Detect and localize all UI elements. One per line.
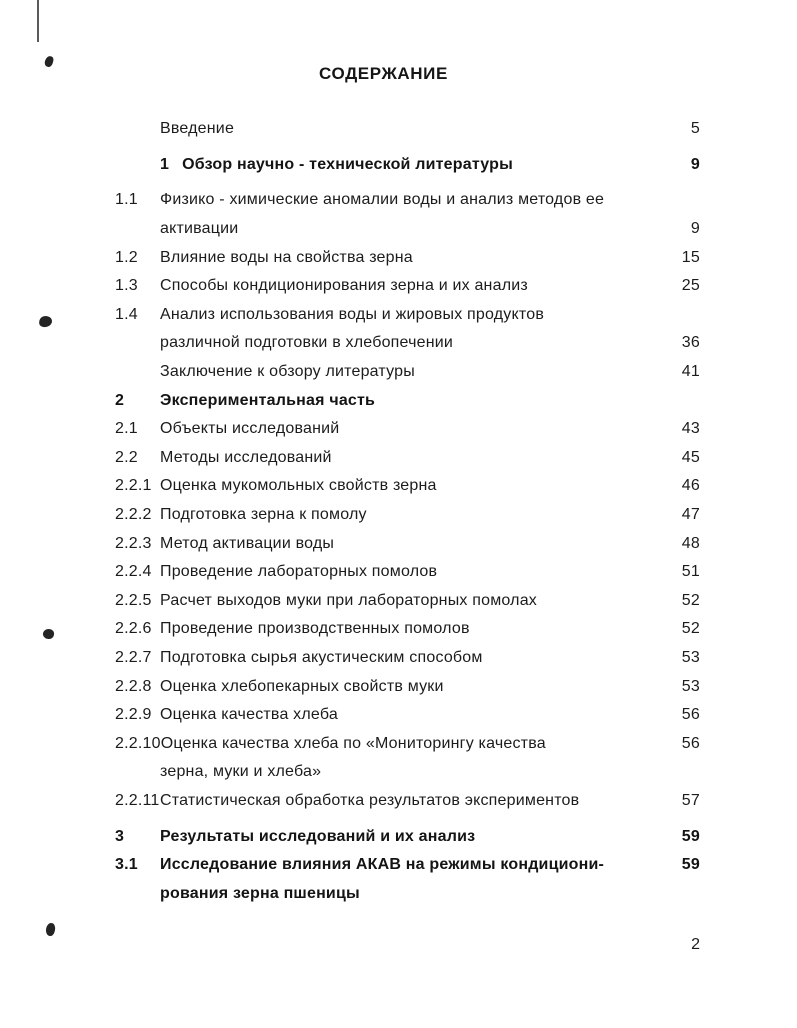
scan-artifact-ink-blob bbox=[42, 628, 54, 639]
toc-row bbox=[115, 386, 700, 415]
toc-row bbox=[115, 501, 700, 530]
toc-row-text: Влияние воды на свойства зерна bbox=[160, 248, 413, 266]
toc-row-text: Оценка мукомольных свойств зерна bbox=[160, 477, 437, 495]
toc-row-text: Проведение лабораторных помолов bbox=[160, 563, 438, 581]
toc-row-text: Способы кондиционирования зерна и их анализ bbox=[160, 277, 528, 295]
toc-row-page: 53 bbox=[681, 648, 700, 666]
toc-row bbox=[115, 672, 700, 701]
toc-row bbox=[115, 701, 700, 730]
toc-row bbox=[115, 787, 700, 816]
toc-row bbox=[115, 851, 700, 880]
toc-row-page: 25 bbox=[681, 277, 700, 295]
toc-row-text: Метод активации воды bbox=[160, 534, 335, 552]
toc-row bbox=[115, 644, 700, 673]
toc-row-page: 36 bbox=[681, 334, 700, 352]
toc-row-page: 9 bbox=[690, 155, 700, 173]
toc-row-num: 1.2 bbox=[115, 248, 138, 266]
toc-row-text: Оценка качества хлеба bbox=[160, 706, 338, 724]
toc-row-text: Обзор научно - технической литературы bbox=[182, 155, 513, 173]
toc-row bbox=[115, 822, 700, 851]
toc-row-text: Проведение производственных помолов bbox=[160, 620, 470, 638]
toc-row-page: 51 bbox=[681, 563, 700, 581]
toc-row-num: 1.4 bbox=[115, 305, 138, 323]
toc-row-text: Объекты исследований bbox=[160, 420, 340, 438]
toc-row-text: Подготовка зерна к помолу bbox=[160, 506, 367, 524]
toc-row bbox=[115, 529, 700, 558]
toc-row-page: 59 bbox=[681, 856, 700, 874]
toc-row-text: Результаты исследований и их анализ bbox=[160, 827, 476, 845]
toc-row-num: 2.2.9 bbox=[115, 706, 152, 724]
toc-row-page: 43 bbox=[681, 420, 700, 438]
toc-row-text: Заключение к обзору литературы bbox=[160, 363, 415, 381]
toc-row-num: 1 bbox=[160, 155, 170, 173]
toc-row bbox=[115, 472, 700, 501]
toc-row-text: активации bbox=[160, 220, 239, 238]
scan-artifact-ink-blob bbox=[45, 922, 57, 937]
toc-row-page: 52 bbox=[681, 591, 700, 609]
toc-row-text: Статистическая обработка результатов экспериментов bbox=[160, 791, 580, 809]
toc-row-num: 2 bbox=[115, 391, 125, 409]
scan-artifact-edge-line bbox=[37, 0, 39, 42]
toc-row-num: 1.3 bbox=[115, 277, 138, 295]
toc-row-page: 53 bbox=[681, 677, 700, 695]
toc-row-page: 41 bbox=[681, 363, 700, 381]
toc-row-text: Методы исследований bbox=[160, 448, 332, 466]
toc-row-text: Экспериментальная часть bbox=[160, 391, 376, 409]
toc-row-text: зерна, муки и хлеба» bbox=[160, 763, 322, 781]
toc-list bbox=[115, 115, 700, 908]
toc-row bbox=[115, 272, 700, 301]
scan-artifact-ink-blob bbox=[38, 315, 53, 328]
toc-row-text: Подготовка сырья акустическим способом bbox=[160, 648, 483, 666]
toc-row bbox=[115, 758, 700, 787]
toc-row-num: 3 bbox=[115, 827, 125, 845]
toc-row-page: 59 bbox=[681, 827, 700, 845]
toc-row-text: Оценка хлебопекарных свойств муки bbox=[160, 677, 444, 695]
toc-row-num: 2.2 bbox=[115, 448, 138, 466]
toc-row bbox=[115, 444, 700, 473]
toc-row-num: 2.2.7 bbox=[115, 648, 152, 666]
toc-row-num: 2.1 bbox=[115, 420, 138, 438]
toc-row bbox=[115, 329, 700, 358]
toc-row-num: 3.1 bbox=[115, 856, 138, 874]
toc-row bbox=[115, 186, 700, 215]
toc-row-page: 9 bbox=[690, 220, 700, 238]
toc-row-text: Анализ использования воды и жировых продуктов bbox=[160, 305, 545, 323]
toc-row-num: 2.2.3 bbox=[115, 534, 152, 552]
toc-row-page: 5 bbox=[690, 120, 700, 138]
toc-row-page: 15 bbox=[681, 248, 700, 266]
toc-row-text: Физико - химические аномалии воды и анализ методов ее bbox=[160, 191, 605, 209]
toc-row-page: 48 bbox=[681, 534, 700, 552]
toc-row-page: 56 bbox=[681, 706, 700, 724]
toc-row-num: 2.2.11 bbox=[115, 791, 160, 809]
toc-row-num: 2.2.4 bbox=[115, 563, 152, 581]
toc-row-num: 2.2.10 bbox=[115, 734, 161, 752]
toc-row bbox=[115, 243, 700, 272]
page-number: 2 bbox=[691, 936, 700, 953]
toc-row bbox=[115, 558, 700, 587]
toc-row-text: Исследование влияния АКАВ на режимы кондициони- bbox=[160, 856, 605, 874]
toc-row bbox=[115, 301, 700, 330]
scan-artifact-ink-dot bbox=[44, 55, 55, 68]
toc-row-text: различной подготовки в хлебопечении bbox=[160, 334, 454, 352]
page-title: СОДЕРЖАНИЕ bbox=[319, 64, 448, 83]
toc-row bbox=[115, 215, 700, 244]
toc-row-num: 2.2.2 bbox=[115, 506, 152, 524]
toc-row-num: 2.2.1 bbox=[115, 477, 152, 495]
toc-row-page: 57 bbox=[681, 791, 700, 809]
toc-row-num: 2.2.8 bbox=[115, 677, 152, 695]
toc-row bbox=[115, 879, 700, 908]
toc-row bbox=[115, 115, 700, 144]
toc-row-page: 52 bbox=[681, 620, 700, 638]
toc-row-page: 56 bbox=[681, 734, 700, 752]
toc-row-text: рования зерна пшеницы bbox=[160, 884, 360, 902]
toc-row bbox=[115, 358, 700, 387]
toc-row-page: 47 bbox=[681, 506, 700, 524]
toc-row bbox=[115, 415, 700, 444]
toc-row-page: 45 bbox=[681, 448, 700, 466]
toc-row-num: 1.1 bbox=[115, 191, 138, 209]
toc-row bbox=[115, 587, 700, 616]
toc-row-text: Расчет выходов муки при лабораторных помолах bbox=[160, 591, 538, 609]
toc-row-page: 46 bbox=[681, 477, 700, 495]
toc-row bbox=[115, 729, 700, 758]
toc-row-text: Введение bbox=[160, 120, 235, 138]
toc-row-num: 2.2.6 bbox=[115, 620, 152, 638]
toc-row bbox=[115, 615, 700, 644]
toc-row-num: 2.2.5 bbox=[115, 591, 152, 609]
toc-row-text: Оценка качества хлеба по «Мониторингу качества bbox=[160, 734, 546, 752]
toc-row bbox=[115, 151, 700, 180]
